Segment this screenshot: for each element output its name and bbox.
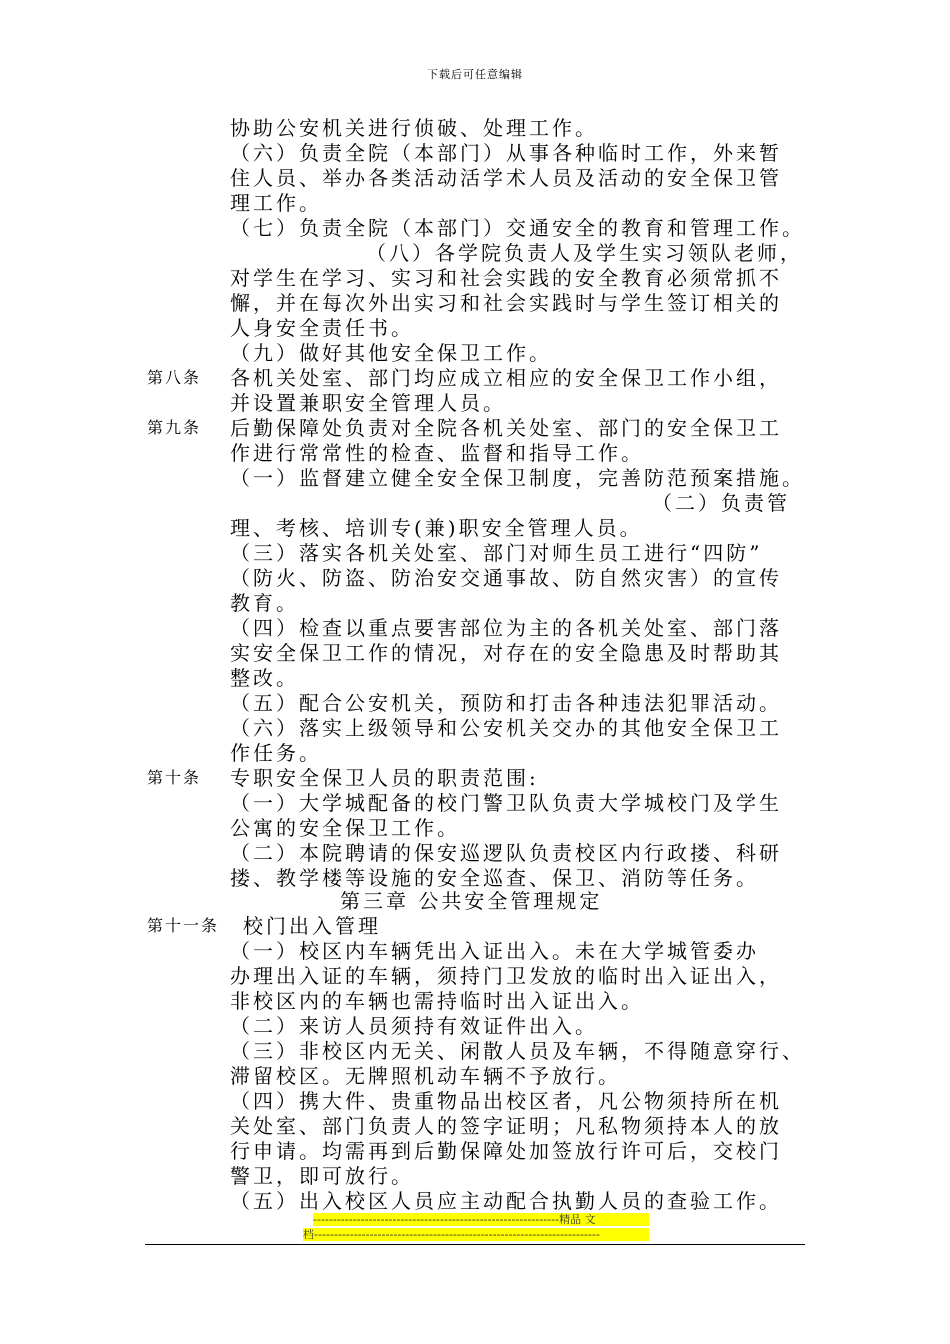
- text-line: （二）来访人员须持有效证件出入。: [230, 1014, 598, 1038]
- text-line: 对学生在学习、实习和社会实践的安全教育必须常抓不: [230, 266, 782, 290]
- text-line: （二）本院聘请的保安巡逻队负责校区内行政搂、科研: [230, 841, 782, 865]
- text-line: （七）负责全院（本部门）交通安全的教育和管理工作。: [230, 216, 805, 240]
- text-line: （六）落实上级领导和公安机关交办的其他安全保卫工: [230, 716, 782, 740]
- text-line: （三）落实各机关处室、部门对师生员工进行“四防”: [230, 541, 763, 565]
- text-line: 滞留校区。无牌照机动车辆不予放行。: [230, 1064, 621, 1088]
- text-line: 懈，并在每次外出实习和社会实践时与学生签订相关的: [230, 291, 782, 315]
- footer-watermark-line-2: 档------------------------------------------------------------------------: [303, 1228, 649, 1241]
- article-label: 第九条: [147, 418, 202, 437]
- text-line: （三）非校区内无关、闲散人员及车辆，不得随意穿行、: [230, 1039, 805, 1063]
- text-line: 理工作。: [230, 191, 322, 215]
- text-line: 公寓的安全保卫工作。: [230, 816, 460, 840]
- text-line: 关处室、部门负责人的签字证明；凡私物须持本人的放: [230, 1114, 782, 1138]
- text-line: （五）出入校区人员应主动配合执勤人员的查验工作。: [230, 1189, 782, 1213]
- text-line: （二）负责管: [652, 491, 790, 515]
- text-line: 作进行常常性的检查、监督和指导工作。: [230, 441, 644, 465]
- text-line: 人身安全责任书。: [230, 316, 414, 340]
- article-label: 第八条: [147, 368, 202, 387]
- text-line: 理、考核、培训专(兼)职安全管理人员。: [230, 516, 643, 540]
- text-line: 后勤保障处负责对全院各机关处室、部门的安全保卫工: [230, 416, 782, 440]
- text-line: 校门出入管理: [243, 914, 381, 938]
- article-label: 第十条: [147, 768, 202, 787]
- text-line: 实安全保卫工作的情况，对存在的安全隐患及时帮助其: [230, 641, 782, 665]
- text-line: 专职安全保卫人员的职责范围:: [230, 766, 539, 790]
- text-line: 并设置兼职安全管理人员。: [230, 391, 506, 415]
- text-line: （四）携大件、贵重物品出校区者，凡公物须持所在机: [230, 1089, 782, 1113]
- text-line: 行申请。均需再到后勤保障处加签放行许可后，交校门: [230, 1139, 782, 1163]
- text-line: （一）监督建立健全安全保卫制度，完善防范预案措施。: [230, 466, 805, 490]
- text-line: （防火、防盗、防治安交通事故、防自然灾害）的宣传: [230, 566, 782, 590]
- text-line: （九）做好其他安全保卫工作。: [230, 341, 552, 365]
- text-line: 作任务。: [230, 741, 322, 765]
- text-line: 各机关处室、部门均应成立相应的安全保卫工作小组，: [230, 366, 782, 390]
- text-line: 住人员、举办各类活动活学术人员及活动的安全保卫管: [230, 166, 782, 190]
- text-line: （八）各学院负责人及学生实习领队老师，: [366, 241, 803, 265]
- text-line: （六）负责全院（本部门）从事各种临时工作，外来暂: [230, 141, 782, 165]
- text-line: （四）检查以重点要害部位为主的各机关处室、部门落: [230, 616, 782, 640]
- text-line: 非校区内的车辆也需持临时出入证出入。: [230, 989, 644, 1013]
- text-line: 搂、教学楼等设施的安全巡查、保卫、消防等任务。: [230, 866, 759, 890]
- footer-rule: [145, 1244, 805, 1245]
- text-line: 协助公安机关进行侦破、处理工作。: [230, 116, 598, 140]
- article-label: 第十一条: [147, 916, 220, 935]
- text-line: 整改。: [230, 666, 299, 690]
- page-header: 下载后可任意编辑: [427, 68, 523, 81]
- chapter-heading: 第三章 公共安全管理规定: [340, 889, 603, 913]
- text-line: （一）校区内车辆凭出入证出入。未在大学城管委办: [230, 939, 759, 963]
- text-line: （一）大学城配备的校门警卫队负责大学城校门及学生: [230, 791, 782, 815]
- text-line: 办理出入证的车辆，须持门卫发放的临时出入证出入，: [230, 964, 782, 988]
- text-line: 教育。: [230, 591, 299, 615]
- text-line: （五）配合公安机关，预防和打击各种违法犯罪活动。: [230, 691, 782, 715]
- text-line: 警卫，即可放行。: [230, 1164, 414, 1188]
- footer-watermark-line-1: --------------------------------------------------------------精品 文: [313, 1213, 649, 1226]
